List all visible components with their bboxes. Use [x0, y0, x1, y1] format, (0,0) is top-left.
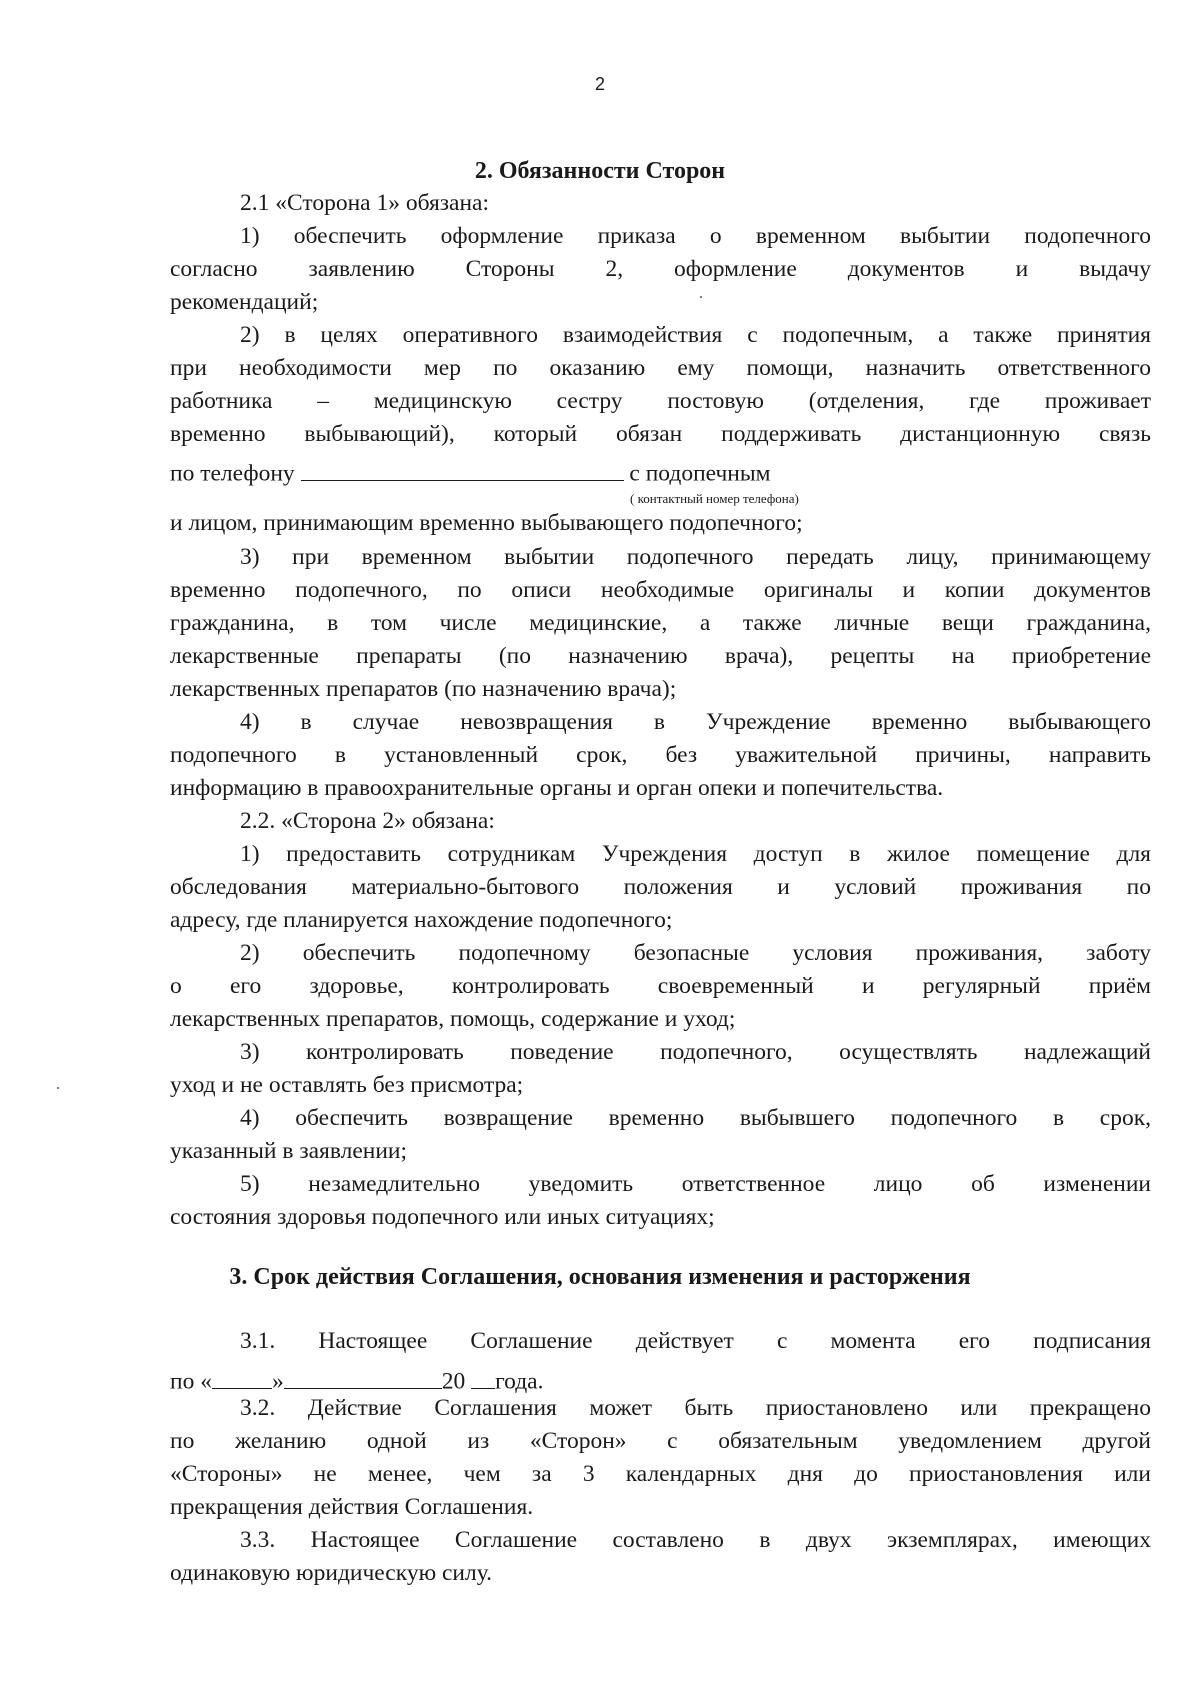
clause-3-1-line1: 3.1. Настоящее Соглашение действует с момента его подписания — [240, 1328, 1151, 1354]
clause-2-2-item3-line1: 3) контролировать поведение подопечного, осуществлять надлежащий — [240, 1039, 1151, 1065]
clause-2-2-item2-line3: лекарственных препаратов, помощь, содержание и уход; — [170, 1006, 736, 1032]
year-prefix: 20 — [441, 1368, 466, 1395]
clause-2-1-title: 2.1 «Сторона 1» обязана: — [240, 190, 490, 216]
clause-2-1-item3-line3: гражданина, в том числе медицинские, а также личные вещи гражданина, — [170, 610, 1151, 636]
clause-2-2-item1-line1: 1) предоставить сотрудникам Учреждения доступ в жилое помещение для — [240, 841, 1151, 867]
clause-2-2-title: 2.2. «Сторона 2» обязана: — [240, 808, 495, 834]
clause-2-1-item2-line2: при необходимости мер по оказанию ему помощи, назначить ответственного — [170, 355, 1151, 381]
clause-2-2-item5-line2: состояния здоровья подопечного или иных ситуациях; — [170, 1204, 715, 1230]
clause-2-2-item1-line3: адресу, где планируется нахождение подопечного; — [170, 907, 673, 933]
clause-2-2-item5-line1: 5) незамедлительно уведомить ответственное лицо об изменении — [240, 1171, 1151, 1197]
clause-3-2-line2: по желанию одной из «Сторон» с обязательным уведомлением другой — [170, 1428, 1151, 1454]
clause-2-1-item4-line3: информацию в правоохранительные органы и орган опеки и попечительства. — [170, 775, 944, 801]
clause-3-2-line3: «Стороны» не менее, чем за 3 календарных дня до приостановления или — [170, 1461, 1151, 1487]
clause-2-2-item2-line1: 2) обеспечить подопечному безопасные условия проживания, заботу — [240, 940, 1151, 966]
clause-2-2-item4-line2: указанный в заявлении; — [170, 1138, 408, 1164]
date-quote-close: » — [271, 1368, 284, 1395]
clause-2-1-item2-line3: работника – медицинскую сестру постовую (отделения, где проживает — [170, 388, 1151, 414]
month-blank — [284, 1364, 442, 1389]
clause-2-1-item2-line1: 2) в целях оперативного взаимодействия с подопечным, а также принятия — [240, 322, 1151, 348]
clause-2-1-item3-line4: лекарственные препараты (по назначению врача), рецепты на приобретение — [170, 643, 1151, 669]
clause-3-1-line2 — [170, 1364, 1151, 1394]
phone-suffix: с подопечным — [629, 460, 771, 487]
year-word: года. — [495, 1368, 544, 1395]
scan-speck — [57, 1087, 59, 1089]
phone-blank — [301, 456, 624, 481]
clause-3-2-line1: 3.2. Действие Соглашения может быть приостановлено или прекращено — [240, 1395, 1151, 1421]
date-po: по « — [170, 1368, 212, 1395]
clause-2-1-item2-line4: временно выбывающий), который обязан поддерживать дистанционную связь — [170, 421, 1151, 447]
clause-3-3-line1: 3.3. Настоящее Соглашение составлено в двух экземплярах, имеющих — [240, 1527, 1151, 1553]
clause-2-1-item3-line2: временно подопечного, по описи необходимые оригиналы и копии документов — [170, 577, 1151, 603]
phone-caption: ( контактный номер телефона) — [630, 491, 799, 506]
clause-2-1-item3-line5: лекарственных препаратов (по назначению врача); — [170, 676, 677, 702]
section-2-heading: 2. Обязанности Сторон — [474, 158, 726, 184]
clause-2-2-item1-line2: обследования материально-бытового положения и условий проживания по — [170, 874, 1151, 900]
clause-3-3-line2: одинаковую юридическую силу. — [170, 1560, 493, 1586]
phone-line — [170, 456, 1151, 486]
clause-2-2-item4-line1: 4) обеспечить возвращение временно выбывшего подопечного в срок, — [240, 1105, 1151, 1131]
clause-2-1-item1-line2: согласно заявлению Стороны 2, оформление документов и выдачу — [170, 256, 1151, 282]
clause-2-1-item4-line1: 4) в случае невозвращения в Учреждение временно выбывающего — [240, 709, 1151, 735]
scan-speck — [700, 296, 702, 298]
section-3-heading: 3. Срок действия Соглашения, основания изменения и расторжения — [229, 1264, 971, 1290]
clause-2-2-item2-line2: о его здоровье, контролировать своевременный и регулярный приём — [170, 973, 1151, 999]
clause-2-1-item3-line1: 3) при временном выбытии подопечного передать лицу, принимающему — [240, 544, 1151, 570]
day-blank — [212, 1364, 272, 1389]
clause-2-1-item1-line3: рекомендаций; — [170, 289, 319, 315]
page-number: 2 — [594, 74, 605, 94]
clause-2-2-item3-line2: уход и не оставлять без присмотра; — [170, 1072, 524, 1098]
clause-3-2-line4: прекращения действия Соглашения. — [170, 1494, 534, 1520]
phone-prefix: по телефону — [170, 460, 295, 487]
clause-2-1-item1-line1: 1) обеспечить оформление приказа о временном выбытии подопечного — [240, 223, 1151, 249]
clause-2-1-item2-line5: и лицом, принимающим временно выбывающего подопечного; — [170, 510, 803, 536]
year-blank — [471, 1364, 495, 1389]
clause-2-1-item4-line2: подопечного в установленный срок, без уважительной причины, направить — [170, 742, 1151, 768]
